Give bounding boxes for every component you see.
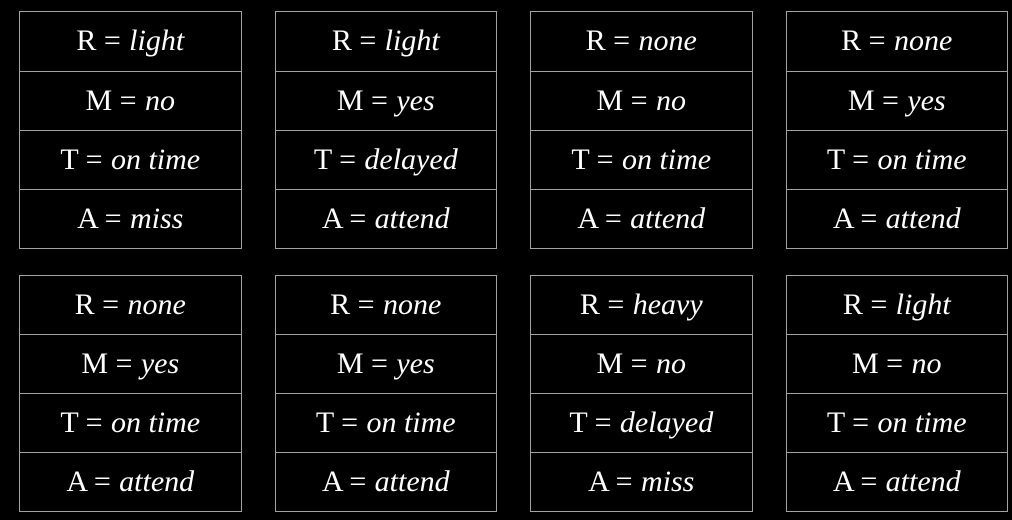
assignment-row bbox=[20, 393, 241, 452]
variable-value: yes bbox=[396, 347, 435, 381]
sample-card-1 bbox=[19, 11, 242, 249]
variable-value: none bbox=[383, 287, 442, 321]
variable-label: T = bbox=[313, 142, 357, 176]
variable-value: attend bbox=[374, 201, 450, 235]
assignment-row bbox=[531, 189, 752, 248]
sample-card-5 bbox=[19, 275, 242, 513]
variable-value: none bbox=[638, 24, 697, 58]
variable-value: no bbox=[144, 83, 175, 117]
variable-label: T = bbox=[826, 406, 870, 440]
variable-value: attend bbox=[119, 465, 195, 499]
sample-card-7 bbox=[530, 275, 753, 513]
variable-value: heavy bbox=[632, 287, 703, 321]
sample-card-2 bbox=[275, 11, 498, 249]
variable-label: A = bbox=[832, 201, 878, 235]
variable-value: light bbox=[384, 24, 440, 58]
assignment-row bbox=[20, 276, 241, 335]
assignment-row bbox=[787, 71, 1008, 130]
assignment-row bbox=[276, 189, 497, 248]
assignment-row bbox=[787, 130, 1008, 189]
variable-value: miss bbox=[129, 201, 184, 235]
variable-label: M = bbox=[336, 83, 388, 117]
variable-label: A = bbox=[577, 201, 622, 235]
variable-value: no bbox=[655, 83, 686, 117]
variable-label: A = bbox=[321, 201, 367, 235]
variable-value: attend bbox=[630, 201, 706, 235]
variable-label: M = bbox=[596, 347, 648, 381]
variable-value: attend bbox=[885, 465, 961, 499]
assignment-row bbox=[787, 334, 1008, 393]
variable-value: on time bbox=[877, 142, 967, 176]
variable-label: R = bbox=[579, 287, 625, 321]
variable-label: T = bbox=[826, 142, 870, 176]
variable-value: on time bbox=[877, 406, 967, 440]
variable-value: light bbox=[895, 287, 951, 321]
variable-value: none bbox=[127, 287, 186, 321]
sample-card-3 bbox=[530, 11, 753, 249]
variable-label: T = bbox=[569, 406, 612, 440]
variable-label: M = bbox=[847, 83, 899, 117]
variable-label: T = bbox=[571, 142, 614, 176]
variable-label: A = bbox=[832, 465, 878, 499]
variable-label: M = bbox=[85, 83, 137, 117]
variable-label: T = bbox=[315, 406, 359, 440]
variable-value: no bbox=[655, 347, 686, 381]
variable-value: on time bbox=[110, 142, 201, 176]
assignment-row bbox=[276, 276, 497, 335]
variable-label: R = bbox=[842, 287, 888, 321]
variable-label: R = bbox=[330, 287, 375, 321]
variable-label: M = bbox=[596, 83, 648, 117]
assignment-row bbox=[531, 71, 752, 130]
variable-label: R = bbox=[74, 287, 120, 321]
assignment-row bbox=[787, 189, 1008, 248]
assignment-row bbox=[276, 130, 497, 189]
assignment-row bbox=[531, 276, 752, 335]
variable-label: R = bbox=[76, 24, 121, 58]
sample-card-8 bbox=[786, 275, 1009, 513]
assignment-row bbox=[20, 71, 241, 130]
sample-grid bbox=[19, 11, 1008, 512]
variable-value: on time bbox=[621, 142, 712, 176]
variable-value: delayed bbox=[364, 142, 458, 176]
variable-value: on time bbox=[366, 406, 456, 440]
variable-value: attend bbox=[885, 201, 961, 235]
variable-label: A = bbox=[321, 465, 367, 499]
assignment-row bbox=[276, 334, 497, 393]
assignment-row bbox=[276, 12, 497, 71]
sample-card-4 bbox=[786, 11, 1009, 249]
variable-label: T = bbox=[60, 406, 103, 440]
variable-label: A = bbox=[588, 465, 633, 499]
assignment-row bbox=[787, 12, 1008, 71]
variable-label: R = bbox=[585, 24, 631, 58]
variable-value: on time bbox=[110, 406, 201, 440]
variable-value: no bbox=[911, 347, 942, 381]
assignment-row bbox=[20, 334, 241, 393]
assignment-row bbox=[787, 393, 1008, 452]
assignment-row bbox=[276, 452, 497, 511]
variable-label: T = bbox=[60, 142, 103, 176]
variable-label: A = bbox=[77, 201, 122, 235]
variable-label: M = bbox=[852, 347, 904, 381]
variable-value: attend bbox=[374, 465, 450, 499]
variable-value: yes bbox=[396, 83, 435, 117]
variable-value: yes bbox=[907, 83, 946, 117]
assignment-row bbox=[20, 12, 241, 71]
variable-label: R = bbox=[841, 24, 886, 58]
assignment-row bbox=[20, 452, 241, 511]
assignment-row bbox=[531, 393, 752, 452]
assignment-row bbox=[531, 130, 752, 189]
variable-value: none bbox=[894, 24, 953, 58]
variable-label: A = bbox=[66, 465, 111, 499]
assignment-row bbox=[20, 130, 241, 189]
assignment-row bbox=[276, 71, 497, 130]
assignment-row bbox=[787, 276, 1008, 335]
variable-label: M = bbox=[336, 347, 388, 381]
variable-value: yes bbox=[140, 347, 180, 381]
variable-value: delayed bbox=[619, 406, 714, 440]
assignment-row bbox=[531, 334, 752, 393]
sample-card-6 bbox=[275, 275, 498, 513]
variable-value: miss bbox=[640, 465, 695, 499]
variable-label: R = bbox=[331, 24, 377, 58]
assignment-row bbox=[531, 452, 752, 511]
assignment-row bbox=[20, 189, 241, 248]
assignment-row bbox=[787, 452, 1008, 511]
assignment-row bbox=[276, 393, 497, 452]
variable-label: M = bbox=[81, 347, 133, 381]
assignment-row bbox=[531, 12, 752, 71]
variable-value: light bbox=[129, 24, 185, 58]
